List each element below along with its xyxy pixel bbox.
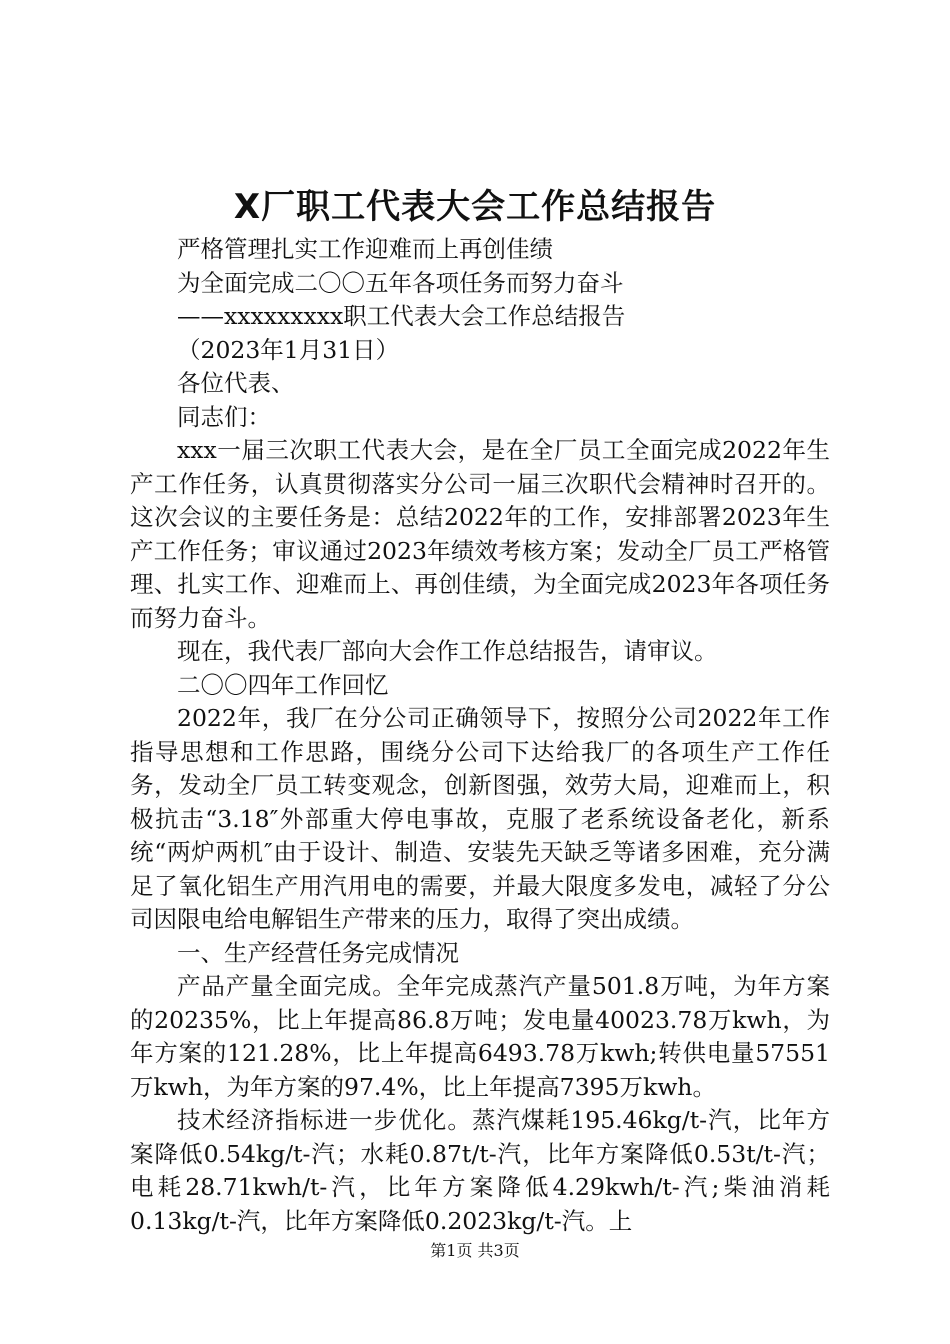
document-title: X厂职工代表大会工作总结报告 bbox=[233, 187, 717, 227]
page-footer: 第1页 共3页 bbox=[430, 1241, 520, 1260]
subtitle-line-3: ——xxxxxxxxx职工代表大会工作总结报告 bbox=[177, 302, 626, 330]
subtitle-line-2: 为全面完成二〇〇五年各项任务而努力奋斗 bbox=[177, 268, 624, 297]
report-date: （2023年1月31日） bbox=[177, 335, 400, 364]
section-heading-production: 一、生产经营任务完成情况 bbox=[177, 938, 459, 967]
subtitle-line-1: 严格管理扎实工作迎难而上再创佳绩 bbox=[177, 235, 553, 263]
section-heading-review: 二〇〇四年工作回忆 bbox=[177, 670, 389, 699]
greeting-line-1: 各位代表、 bbox=[177, 369, 295, 397]
greeting-line-2: 同志们： bbox=[177, 402, 271, 431]
intro-paragraph: xxx一届三次职工代表大会，是在全厂员工全面完成2022年生产工作任务，认真贯彻落实分公司一届三次职代会精神时召开的。这次会议的主要任务是：总结2022年的工作，安排部署2023年生产工作任务；审议通过2023年绩效考核方案；发动全厂员工严格管理、扎实工作、迎难而上、再创佳绩，为全面完成2023年各项任务而努力奋斗。 bbox=[130, 436, 830, 632]
output-paragraph: 产品产量全面完成。全年完成蒸汽产量501.8万吨，为年方案的20235%，比上年提高86.8万吨；发电量40023.78万kwh，为年方案的121.28%，比上年提高6493.78万kwh;转供电量57551万kwh，为年方案的97.4%，比上年提高7395万kwh。 bbox=[130, 972, 830, 1101]
review-paragraph: 2022年，我厂在分公司正确领导下，按照分公司2022年工作指导思想和工作思路，围绕分公司下达给我厂的各项生产工作任务，发动全厂员工转变观念，创新图强，效劳大局，迎难而上，积极抗击“3.18″外部重大停电事故，克服了老系统设备老化，新系统“两炉两机″由于设计、制造、安装先天缺乏等诸多困难，充分满足了氧化铝生产用汽用电的需要，并最大限度多发电，减轻了分公司因限电给电解铝生产带来的压力，取得了突出成绩。 bbox=[130, 704, 830, 933]
report-paragraph: 现在，我代表厂部向大会作工作总结报告，请审议。 bbox=[177, 637, 718, 665]
indicators-paragraph: 技术经济指标进一步优化。蒸汽煤耗195.46kg/t-汽，比年方案降低0.54kg/t-汽；水耗0.87t/t-汽，比年方案降低0.53t/t-汽；电耗28.71kwh/t-汽，比年方案降低4.29kwh/t-汽;柴油消耗0.13kg/t-汽，比年方案降低0.2023kg/t-汽。上 bbox=[130, 1106, 830, 1235]
document-body bbox=[130, 233, 830, 1238]
